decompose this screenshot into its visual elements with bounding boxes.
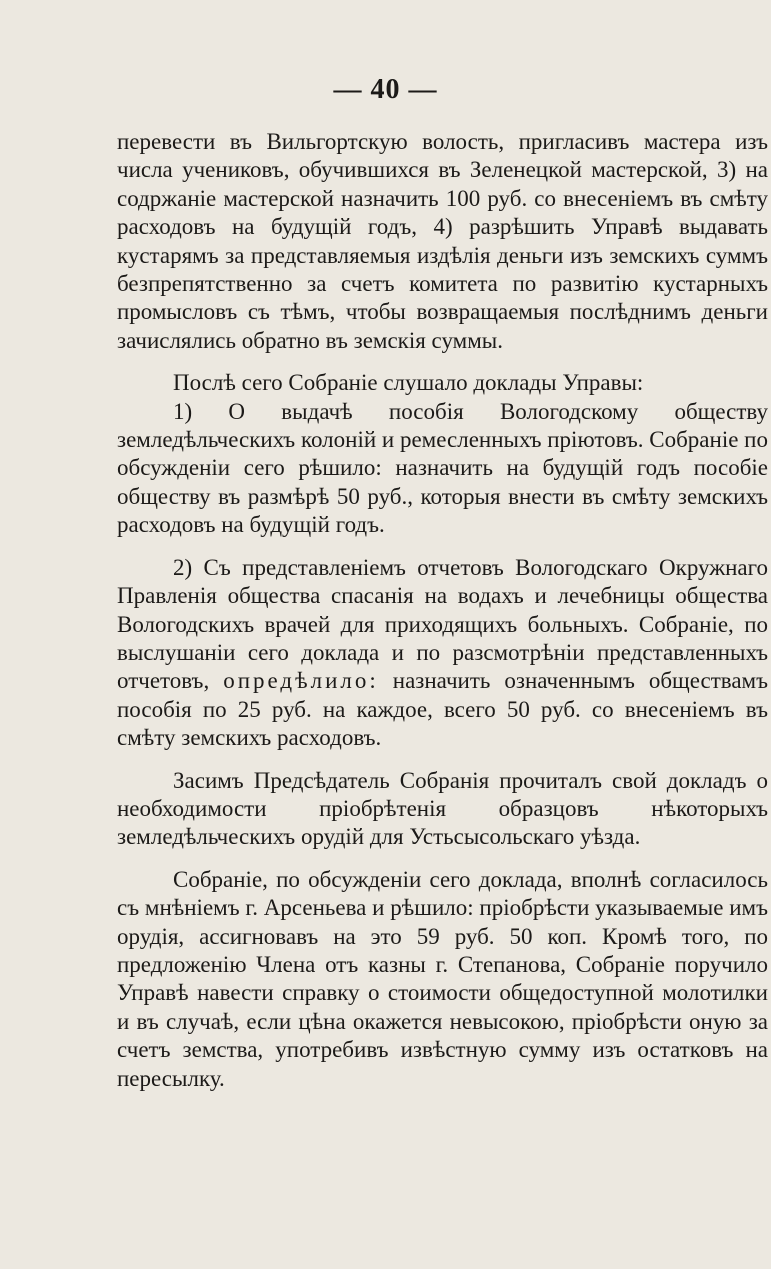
page-number: — 40 — bbox=[333, 74, 438, 105]
paragraph-chairman-report: Засимъ Предсѣдатель Собранія прочиталъ свой докладъ о необходимости пріобрѣтенія образцовъ нѣкоторыхъ земледѣльческихъ орудій для Устьсысольскаго уѣзда. bbox=[117, 767, 768, 850]
body-text bbox=[117, 128, 768, 1093]
paragraph-item-2-before: 2) Съ представленіемъ отчетовъ Вологодскаго Окружнаго Правленія общества спасанія на водахъ и лечебницы общества Вологодскихъ врачей для приходящихъ больныхъ. Собраніе, по выслушаніи сего доклада и по разсмотрѣніи представленныхъ отчетовъ, bbox=[117, 554, 768, 694]
paragraph-continuation: перевести въ Вильгортскую волость, пригласивъ мастера изъ числа учениковъ, обучившихся въ Зеленецкой мастерской, 3) на содржаніе мастерской назначить 100 руб. со внесеніемъ въ смѣту расходовъ на будущій годъ, 4) разрѣшить Управѣ выдавать кустарямъ за представляемыя издѣлія деньги изъ земскихъ суммъ безпрепятственно за счетъ комитета по развитію кустарныхъ промысловъ съ тѣмъ, чтобы возвращаемыя послѣднимъ деньги зачислялись обратно въ земскія суммы. bbox=[117, 129, 768, 353]
paragraph-reports-intro: Послѣ сего Собраніе слушало доклады Управы: bbox=[173, 370, 644, 396]
paragraph-item-2-after: назначить означеннымъ обществамъ пособія по 25 руб. на каждое, всего 50 руб. со внесеніемъ въ смѣту земскихъ расходовъ. bbox=[117, 668, 768, 751]
paragraph-item-2-spaced: опредѣлило: bbox=[223, 668, 379, 694]
paragraph-item-2 bbox=[117, 554, 768, 753]
paragraph-assembly-decision: Собраніе, по обсужденіи сего доклада, вполнѣ согласилось съ мнѣніемъ г. Арсеньева и рѣшило: пріобрѣсти указываемые имъ орудія, ассигновавъ на это 59 руб. 50 коп. Кромѣ того, по предложенію Члена отъ казны г. Степанова, Собраніе поручило Управѣ навести справку о стоимости общедоступной молотилки и въ случаѣ, если цѣна окажется невысокою, пріобрѣсти оную за счетъ земства, употребивъ извѣстную сумму изъ остатковъ на пересылку. bbox=[117, 866, 768, 1091]
paragraph-item-1: 1) О выдачѣ пособія Вологодскому обществу земледѣльческихъ колоній и ремесленныхъ пріютовъ. Собраніе по обсужденіи сего рѣшило: назначить на будущій годъ пособіе обществу въ размѣрѣ 50 руб., которыя внести въ смѣту земскихъ расходовъ на будущій годъ. bbox=[117, 398, 768, 538]
